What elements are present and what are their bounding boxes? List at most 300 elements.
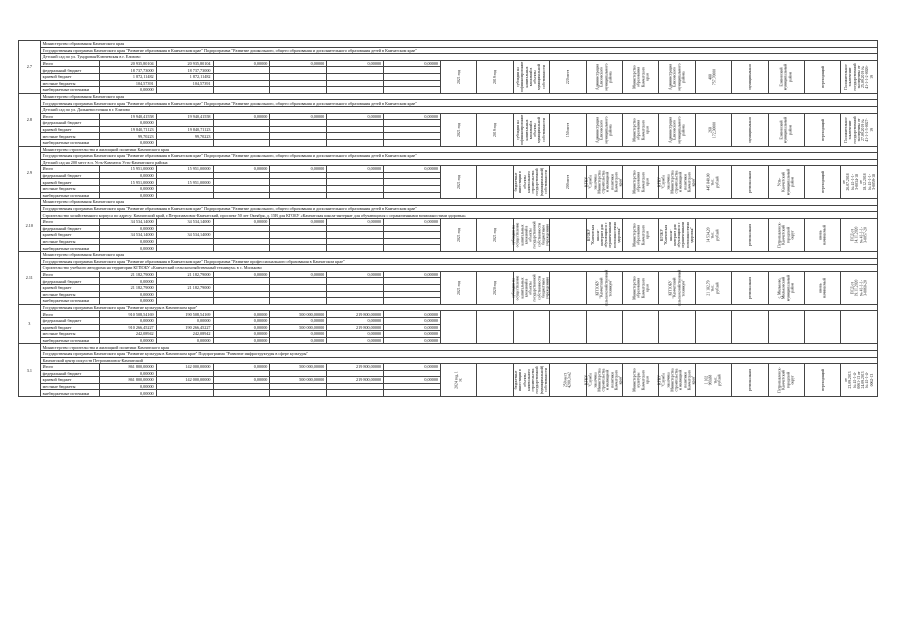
funding-value: 15 951,00000 (156, 179, 213, 186)
attribute-text: КГПОБУ "Камчатский сельскохозяйственный техникум" (595, 269, 613, 307)
funding-value: 104,57391 (156, 80, 213, 87)
funding-value: 0,00000 (99, 317, 156, 324)
attribute-text: 2021 год (456, 280, 461, 295)
attribute-cell (586, 60, 622, 93)
funding-value: 0,00000 (384, 166, 441, 173)
attribute-cell (659, 311, 695, 344)
funding-value: 19 840,71123 (99, 126, 156, 133)
funding-value (327, 120, 384, 127)
funding-value (384, 192, 441, 199)
funding-value: 0,00000 (99, 225, 156, 232)
funding-value (213, 232, 270, 239)
funding-value (327, 186, 384, 193)
attribute-text: 21 182,79 тыс. рублей (706, 280, 720, 296)
funding-value (156, 139, 213, 146)
attribute-cell (441, 311, 477, 344)
funding-value: 21 182,79000 (99, 271, 156, 278)
attribute-cell (477, 364, 513, 397)
attribute-cell (622, 271, 658, 304)
funding-value: 0,00000 (384, 60, 441, 67)
funding-value (156, 370, 213, 377)
funding-value (327, 284, 384, 291)
project-number: 2.8 (19, 93, 41, 146)
funding-value (270, 298, 327, 305)
attribute-text: 2021 год (456, 69, 461, 84)
attribute-cell (513, 166, 549, 199)
funding-value: 0,00000 (99, 186, 156, 193)
funding-value: 0,00000 (384, 364, 441, 371)
funding-value: 18 737,73000 (156, 67, 213, 74)
funding-value: 99,70223 (99, 133, 156, 140)
funding-value (213, 73, 270, 80)
funding-value: 0,00000 (327, 166, 384, 173)
funding-value (384, 172, 441, 179)
funding-value: 0,00000 (270, 113, 327, 120)
funding-value (327, 383, 384, 390)
funding-value: 34 534,14000 (156, 219, 213, 226)
attribute-text: региональная (747, 224, 752, 246)
funding-value: 219 800,00000 (327, 377, 384, 384)
funding-value: 500 000,00000 (270, 324, 327, 331)
funding-source-label: внебюджетные источники (40, 390, 99, 397)
funding-value: 0,00000 (99, 337, 156, 344)
header-row (19, 265, 878, 272)
attribute-cell (695, 166, 731, 199)
funding-row (19, 271, 878, 278)
funding-source-label: Итого (40, 113, 99, 120)
attribute-cell (441, 219, 477, 252)
attribute-cell (622, 311, 658, 344)
attribute-text: региональная (747, 276, 752, 299)
funding-value (156, 383, 213, 390)
funding-value (213, 278, 270, 285)
attribute-cell (659, 364, 695, 397)
funding-value: 18 737,73000 (99, 67, 156, 74)
funding-value: 0,00000 (99, 172, 156, 179)
header-row (19, 54, 878, 61)
funding-value (384, 232, 441, 239)
funding-value (156, 291, 213, 298)
project-number: 3 (19, 304, 41, 344)
funding-row (19, 311, 878, 318)
attribute-cell (586, 166, 622, 199)
attribute-cell (732, 271, 768, 304)
program-text: Государственная программа Камчатского края "Развитие культуры в Камчатском крае" (40, 304, 877, 311)
header-row (19, 159, 878, 166)
attribute-text: Администрация Елизовского муниципального района (595, 115, 613, 144)
attribute-text: Министерство образования Камчатского края (632, 117, 649, 142)
funding-value (156, 278, 213, 285)
attribute-text: Петропавловск-Камчатский городской округ (777, 367, 795, 393)
header-row (19, 199, 878, 206)
funding-value: 15 951,00000 (99, 166, 156, 173)
object-text: Строительство хозяйственного корпуса по адресу: Камчатский край, г.Петропавловск-Камчатский, проспект 50 лет Октября, д. 15В для КГОБУ «Камчатская школа-интернат для обучающихся с ограниченными возможностями здоровья» (40, 212, 877, 219)
funding-value: 0,00000 (384, 219, 441, 226)
funding-value (327, 133, 384, 140)
attribute-cell (477, 166, 513, 199)
funding-value: 0,00000 (99, 139, 156, 146)
funding-value: 0,00000 (270, 337, 327, 344)
funding-value (213, 192, 270, 199)
funding-value (327, 87, 384, 94)
funding-value: 500 000,00000 (270, 364, 327, 371)
funding-value (156, 87, 213, 94)
attribute-text: 2021 год (456, 122, 461, 137)
funding-value (270, 291, 327, 298)
project-number: 2.10 (19, 199, 41, 252)
attribute-text: муниципальная (747, 116, 752, 143)
funding-source-label: местные бюджеты (40, 238, 99, 245)
funding-value: 0,00000 (384, 311, 441, 318)
funding-value (156, 172, 213, 179)
attribute-cell (659, 113, 695, 146)
attribute-cell (550, 113, 586, 146)
attribute-text: Министерство культуры Камчатского края (632, 368, 649, 392)
attribute-cell (477, 219, 513, 252)
funding-value: 0,00000 (327, 113, 384, 120)
attribute-text: Положительное заключение государственной экспертизы от 25.09.2019 № 41-1-1-2-0026-19 (844, 63, 874, 91)
funding-source-label: внебюджетные источники (40, 87, 99, 94)
funding-value: 861 800,00000 (99, 364, 156, 371)
project-number: 3.1 (19, 344, 41, 397)
attribute-text: бюджетные инвестиции в объекты капитального строительства государственной (муниципальной) собственности (514, 168, 549, 197)
attribute-text: 14 534,20 тыс. рублей (706, 227, 720, 243)
funding-source-label: Итого (40, 219, 99, 226)
funding-value: 219 800,00000 (327, 364, 384, 371)
attribute-text: 488 757,70000 (709, 68, 718, 85)
funding-value (384, 370, 441, 377)
funding-value (327, 225, 384, 232)
ministry-text: Министерство строительства и жилищной политики Камчатского края (40, 344, 877, 351)
attribute-text: Петропавловск-Камчатский городской округ (777, 222, 795, 248)
funding-value: 0,00000 (99, 245, 156, 252)
funding-value: 0,00000 (384, 317, 441, 324)
funding-value: 34 534,14000 (99, 219, 156, 226)
funding-row (19, 364, 878, 371)
attribute-text: субсидии на софинансирование капитальных вложений в объекты муниципальной собственности (516, 114, 547, 145)
attribute-text: Усть-Камчатский муниципальный район (777, 169, 795, 196)
funding-value (213, 139, 270, 146)
attribute-text: 445 840,00 тыс. рублей (706, 173, 720, 191)
attribute-cell (550, 166, 586, 199)
funding-value (327, 298, 384, 305)
funding-value: 0,00000 (156, 317, 213, 324)
funding-value (270, 87, 327, 94)
funding-value (384, 390, 441, 397)
funding-source-label: местные бюджеты (40, 80, 99, 87)
attribute-cell (768, 60, 804, 93)
attribute-cell (441, 271, 477, 304)
attribute-cell (622, 60, 658, 93)
funding-source-label: краевой бюджет (40, 232, 99, 239)
attribute-cell (477, 60, 513, 93)
attribute-text: переходящий (820, 369, 825, 391)
program-text: Государственная программа Камчатского края "Развитие образования в Камчатском крае" Подпрограмма "Развитие дошкольного, общего образования и дополнительного образования детей в Камчатском крае" (40, 47, 877, 54)
attribute-text: от 23.09.2013 № 41-1-4-0061-13 от 24.09.2013 № 41-1-4-0062-13 (844, 371, 874, 389)
attribute-cell (550, 219, 586, 252)
funding-value: 20 935,80104 (99, 60, 156, 67)
funding-source-label: местные бюджеты (40, 186, 99, 193)
funding-value (384, 291, 441, 298)
funding-value: 0,00000 (99, 291, 156, 298)
funding-source-label: краевой бюджет (40, 126, 99, 133)
funding-row (19, 60, 878, 67)
funding-value (156, 186, 213, 193)
funding-value (213, 80, 270, 87)
attribute-cell (841, 166, 878, 199)
funding-value: 0,00000 (327, 331, 384, 338)
attribute-text: 1 102 969,88 тыс. рублей (704, 374, 722, 386)
funding-source-label: краевой бюджет (40, 73, 99, 80)
funding-value: 242,08942 (156, 331, 213, 338)
attribute-cell (695, 271, 731, 304)
attribute-text: Министерство образования Камчатского края (632, 276, 649, 300)
attribute-cell (513, 311, 549, 344)
attribute-text: 2021 год (492, 228, 497, 242)
attribute-text: 2021 год (456, 228, 461, 242)
funding-value (384, 120, 441, 127)
funding-value: 0,00000 (213, 331, 270, 338)
funding-value: 19 940,41558 (156, 113, 213, 120)
attribute-cell (768, 271, 804, 304)
funding-value: 0,00000 (327, 60, 384, 67)
funding-value (156, 238, 213, 245)
header-row (19, 357, 878, 364)
funding-value: 0,00000 (270, 60, 327, 67)
funding-value: 0,00000 (384, 377, 441, 384)
funding-value: 15 951,00000 (156, 166, 213, 173)
funding-value (213, 225, 270, 232)
attribute-text: от 26.07.2018 № 41-1-1-3-0034-18 от 18.12.2018 № 41-1-1-3-0059-18 (841, 173, 877, 191)
funding-value (327, 232, 384, 239)
funding-value (327, 80, 384, 87)
funding-value (270, 278, 327, 285)
attribute-cell (841, 271, 878, 304)
funding-value: 1 872,11482 (156, 73, 213, 80)
attribute-text: Администрация Елизовского муниципального района (668, 115, 686, 144)
attribute-text: ПСД от 19.11.2020 № 41-1-1-3-0060-20 (850, 279, 868, 297)
attribute-cell (622, 219, 658, 252)
funding-value: 190 266,45227 (156, 324, 213, 331)
funding-value (213, 298, 270, 305)
funding-value (384, 238, 441, 245)
funding-value (270, 225, 327, 232)
attribute-cell (477, 271, 513, 304)
header-row (19, 258, 878, 265)
attribute-cell (659, 269, 695, 307)
funding-value (327, 179, 384, 186)
attribute-text: Администрация Елизовского муниципального района (595, 63, 613, 91)
attribute-text: региональная (747, 171, 752, 194)
funding-value (384, 225, 441, 232)
attribute-cell (768, 311, 804, 344)
attribute-cell (841, 311, 878, 344)
funding-row (19, 166, 878, 173)
funding-value: 0,00000 (384, 113, 441, 120)
attribute-cell (659, 60, 695, 93)
funding-source-label: местные бюджеты (40, 331, 99, 338)
ministry-text: Министерство строительства и жилищной политики Камчатского края (40, 146, 877, 153)
funding-value: 0,00000 (99, 383, 156, 390)
funding-value: 0,00000 (99, 390, 156, 397)
funding-value (270, 179, 327, 186)
program-text: Государственная программа Камчатского края "Развитие культуры в Камчатском крае" Подпрограмма "Развитие инфраструктуры в сфере культуры" (40, 350, 877, 357)
project-number: 2.9 (19, 146, 41, 199)
object-text: Детский сад на 200 мест в п. Усть-Камчатск Усть-Камчатского района (40, 159, 877, 166)
header-row (19, 153, 878, 160)
funding-source-label: Итого (40, 364, 99, 371)
funding-value: 0,00000 (327, 317, 384, 324)
attribute-text: КГОБУ "Камчатская школа-интернат для обучающихся с ограниченными возможностями здоровья" (587, 222, 622, 248)
header-row (19, 100, 878, 107)
funding-value (213, 390, 270, 397)
funding-value: 0,00000 (213, 377, 270, 384)
attribute-cell (732, 311, 768, 344)
funding-value: 190 508,54169 (156, 311, 213, 318)
funding-value: 19 840,71123 (156, 126, 213, 133)
investment-table (18, 40, 878, 397)
program-text: Государственная программа Камчатского края "Развитие образования в Камчатском крае" Подпрограмма "Развитие дошкольного, общего образования и дополнительного образования детей в Камчатском крае" (40, 100, 877, 107)
funding-value (270, 67, 327, 74)
funding-source-label: внебюджетные источники (40, 192, 99, 199)
attribute-text: субсидии на осуществление капитальных вложений в объекты государственной собственности бюджетным учреждениям (512, 221, 551, 249)
funding-value (270, 139, 327, 146)
header-row (19, 146, 878, 153)
funding-value: 0,00000 (384, 331, 441, 338)
attribute-text: 2020 год (492, 280, 497, 295)
funding-value (213, 245, 270, 252)
funding-source-label: федеральный бюджет (40, 225, 99, 232)
funding-value: 0,00000 (213, 60, 270, 67)
funding-value: 21 182,79000 (156, 284, 213, 291)
funding-value (270, 172, 327, 179)
funding-value: 0,00000 (213, 166, 270, 173)
funding-value (213, 67, 270, 74)
funding-value: 142 000,00000 (156, 364, 213, 371)
object-text: Детский сад по ул. Тундровая/Ключевская в г. Елизово (40, 54, 877, 61)
funding-value (327, 73, 384, 80)
attribute-text: 200 мест (565, 175, 570, 190)
funding-value (270, 370, 327, 377)
attribute-cell (732, 113, 768, 146)
header-row (19, 344, 878, 351)
funding-value: 219 800,00000 (327, 324, 384, 331)
document-sheet (18, 40, 878, 600)
funding-value: 20 935,80104 (156, 60, 213, 67)
header-row (19, 93, 878, 100)
funding-source-label: Итого (40, 60, 99, 67)
object-text: Камчатский центр искусств Петропавловск-Камчатский (40, 357, 877, 364)
funding-value (327, 67, 384, 74)
funding-value (213, 284, 270, 291)
attribute-cell (768, 364, 804, 397)
object-text: Детский сад по ул. Дальневосточная в г. Елизово (40, 106, 877, 113)
funding-source-label: внебюджетные источники (40, 139, 99, 146)
funding-value: 0,00000 (213, 113, 270, 120)
funding-value (384, 80, 441, 87)
ministry-text: Министерство образования Камчатского края (40, 252, 877, 259)
attribute-cell (622, 113, 658, 146)
attribute-cell (659, 219, 695, 252)
header-row (19, 212, 878, 219)
attribute-cell (695, 60, 731, 93)
attribute-cell (695, 364, 731, 397)
attribute-cell (841, 219, 878, 252)
attribute-cell (586, 269, 622, 307)
funding-value: 0,00000 (213, 324, 270, 331)
funding-value (213, 186, 270, 193)
funding-value (213, 120, 270, 127)
funding-value: 910 508,54169 (99, 311, 156, 318)
funding-value: 0,00000 (213, 271, 270, 278)
funding-value (213, 383, 270, 390)
funding-value: 0,00000 (99, 120, 156, 127)
attribute-text: с. Мильково, Мильковский муниципальный район (777, 274, 795, 301)
attribute-cell (550, 311, 586, 344)
attribute-cell (732, 60, 768, 93)
attribute-text: КГКУ "Служба заказчика Министерства строительства и жилищной политики Камчатского края" (657, 368, 697, 392)
attribute-cell (804, 364, 840, 397)
funding-value (213, 172, 270, 179)
funding-value: 104,57391 (99, 80, 156, 87)
header-row (19, 252, 878, 259)
funding-value (270, 133, 327, 140)
funding-value (270, 80, 327, 87)
funding-value (213, 133, 270, 140)
attribute-text: 268 172,30000 (709, 121, 718, 138)
attribute-text: 250 мест 4200,3 м2 (563, 372, 572, 388)
funding-value: 861 800,00000 (99, 377, 156, 384)
funding-value (384, 284, 441, 291)
attribute-text: КГКУ "Служба заказчика Министерства строительства и жилищной политики Камчатского края" (584, 368, 624, 392)
funding-value (156, 120, 213, 127)
attribute-cell (695, 219, 731, 252)
attribute-text: муниципальная (747, 64, 752, 90)
funding-value: 0,00000 (270, 317, 327, 324)
funding-value (213, 179, 270, 186)
funding-value (213, 291, 270, 298)
funding-value: 1 872,11482 (99, 73, 156, 80)
funding-value (327, 370, 384, 377)
funding-value (270, 245, 327, 252)
funding-value: 0,00000 (384, 324, 441, 331)
program-text: Государственная программа Камчатского края "Развитие образования в Камчатском крае" Подпрограмма "Развитие профессионального образования в Камчатском крае" (40, 258, 877, 265)
program-text: Государственная программа Камчатского края "Развитие образования в Камчатском крае" Подпрограмма "Развитие дошкольного, общего образования и дополнительного образования детей в Камчатском крае" (40, 205, 877, 212)
funding-value: 99,70223 (156, 133, 213, 140)
funding-value (270, 192, 327, 199)
attribute-text: Министерство образования Камчатского края (632, 65, 649, 89)
funding-value: 0,00000 (99, 238, 156, 245)
funding-value: 242,08942 (99, 331, 156, 338)
header-row (19, 304, 878, 311)
attribute-cell (732, 166, 768, 199)
funding-value: 0,00000 (213, 219, 270, 226)
attribute-cell (441, 113, 477, 146)
funding-value (327, 390, 384, 397)
funding-source-label: местные бюджеты (40, 291, 99, 298)
attribute-text: переходящий (820, 118, 825, 141)
attribute-text: бюджетные инвестиции в объекты капитального строительства государственной (муниципальной) собственности (514, 365, 549, 395)
funding-value (270, 186, 327, 193)
funding-value (270, 73, 327, 80)
funding-value (384, 87, 441, 94)
funding-source-label: федеральный бюджет (40, 317, 99, 324)
funding-source-label: краевой бюджет (40, 284, 99, 291)
attribute-cell (622, 364, 658, 397)
funding-value: 0,00000 (327, 271, 384, 278)
funding-value (327, 291, 384, 298)
funding-value (156, 298, 213, 305)
